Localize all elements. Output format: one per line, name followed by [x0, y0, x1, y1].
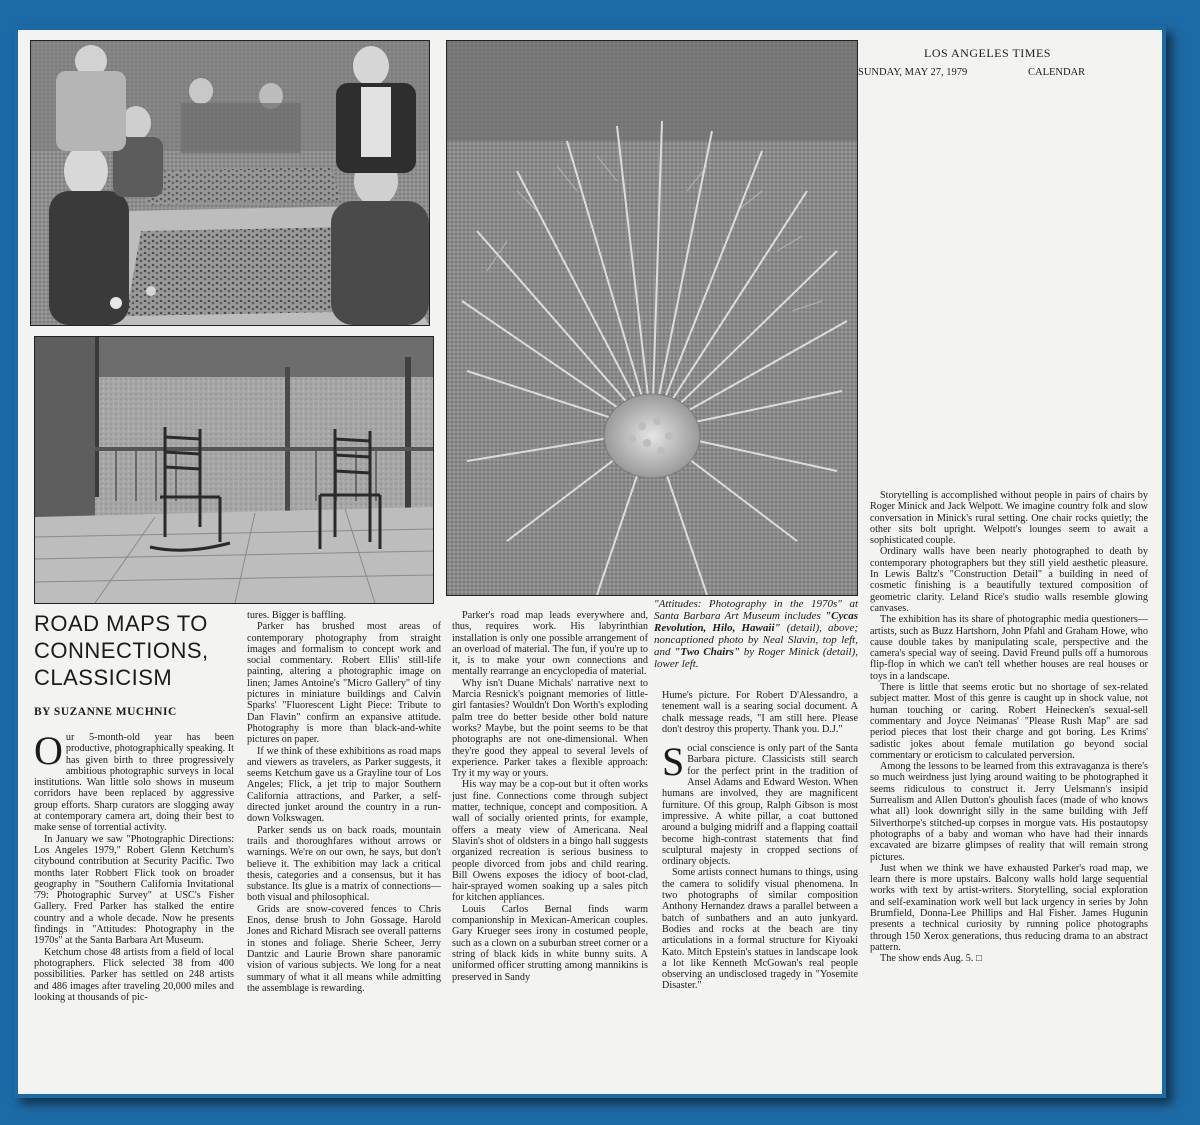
column-3 — [452, 610, 648, 983]
paragraph: The exhibition has its share of photographic media questioners—artists, such as Buzz Hartshorn, John Pfahl and Graham Howe, who cause double takes by manipulating scale, perspective and the camera's special way of seeing. David Freund pulls off a humorous flip-flop in which we can't tell whether houses are real houses or toys in a landscape. — [870, 614, 1148, 682]
caption-text: (detail), above; noncaptioned photo by Neal Slavin, top left, and — [654, 622, 858, 658]
paragraph: His way may be a cop-out but it often works just fine. Connections come through subject matter, technique, concept and composition. A wall of socially oriented prints, for example, offers a meaty view of Americana. Neal Slavin's shot of oldsters in a bingo hall suggests organized recreation is serious business to people divorced from jobs and child rearing. Bill Owens exposes the idiocy of boot-clad, hair-sprayed women soaking up a sales pitch for kitchen appliances. — [452, 779, 648, 904]
paragraph: Grids are snow-covered fences to Chris Enos, dense brush to John Gossage. Harold Jones and Richard Misrach see overall patterns in stones and foliage. Sherie Scheer, Jerry Dantzic and Laurie Brown share panoramic vision of various subjects. We long for a neat summary of what it all means while admitting the assemblage is rewarding. — [247, 903, 441, 994]
headline-line-2: CONNECTIONS, — [34, 638, 209, 663]
paragraph: Just when we think we have exhausted Parker's road map, we learn there is more upstairs. Balcony walls hold large sequential works with text by artist-writers. Storytelling, social exploration and self-examination work well but lack urgency in series by John Brumfield, Donna-Lee Phillips and Hal Fisher. James Hugunin presents a technical curiosity by running police photographs through 150 Xerox generations, thus reducing drama to an abstract pattern. — [870, 862, 1148, 953]
photo-cycas-revolution — [446, 40, 858, 596]
section-label: CALENDAR — [1028, 67, 1086, 78]
paragraph: Among the lessons to be learned from this extravaganza is there's so much weirdness just lying around waiting to be photographed it seems ridiculous to construct it. Jerry Uelsmann's insipid Surrealism and Allen Dutton's ghoulish faces (made of who knows what all) look downright silly in the same building with Jeff Silverthorpe's stitched-up corpses in morgue vats. His postautopsy photographs of a baby and woman who have had their innards excavated are bizarre glimpses of reality that will remain strong pictures. — [870, 761, 1148, 863]
photo-bingo-hall — [30, 40, 430, 326]
paragraph-text: ur 5-month-old year has been productive, photographically speaking. It has given birth to three progressively ambitious photographic surveys in local institutions. Wan little solo shows in museum corridors have been replaced by aggressive group efforts. Sharp curators are slogging away at contemporary camera art, doing their best to make sense of torrential activity. — [34, 732, 234, 834]
paragraph: Why isn't Duane Michals' narrative next to Marcia Resnick's poignant memories of little-girl fantasies? Wouldn't Don Worth's exploding palm tree do better beside other bold nature works? Maybe, but the point seems to be that photographs are not one-dimensional. When they're good they appeal to several levels of experience. Parker takes a flexible approach: Try it my way or yours. — [452, 677, 648, 780]
caption-title: "Cycas Revolution, Hilo, Hawaii" — [654, 610, 858, 634]
closing-line: The show ends Aug. 5. — [880, 953, 974, 965]
end-mark-icon: □ — [975, 953, 983, 965]
column-2 — [247, 610, 441, 994]
dropcap-s: S — [662, 739, 685, 785]
paragraph: There is little that seems erotic but no shortage of sex-related subject matter. Most of this genre is caught up in shock value, not human touching or caring. Robert Heinecken's sexual-sell commentary and Joyce Neimanas' "Please Rush Map" are sad period pieces that lost their charge and got boring. Les Krims' sadistic jokes about female mutilation go beyond social commentary or eroticism to calculated perversion. — [870, 682, 1148, 761]
paragraph: Hume's picture. For Robert D'Alessandro, a tenement wall is a searing social document. A chalk message reads, "I am still here. Please don't destroy this property. Thank you. D.J." — [662, 690, 858, 735]
paragraph: Parker's road map leads everywhere and, thus, requires work. His labyrinthian installation is only one possible arrangement of an overload of material. The fun, if you're up to it, is to make your own connections and mentally rearrange an encyclopedia of material. — [452, 610, 648, 678]
paragraph: In January we saw "Photographic Directions: Los Angeles 1979," Robert Glenn Ketchum's citybound contribution at Security Pacific. Two months later Robbert Flick took on broader geography in "Southern California Invitational '79: Photographic Survey" at USC's Fisher Gallery. Fred Parker has stalked the entire country and a whole decade. Now he presents findings in "Attitudes: Photography in the 1970s" at the Santa Barbara Art Museum. — [34, 833, 234, 947]
paragraph: Ordinary walls have been nearly photographed to death by contemporary photographers but they still yield aesthetic pleasure. In Lewis Baltz's "Construction Detail" a building in need of cosmetic finishing is a beautifully textured composition of geometric clarity. Leland Rice's studio walls resemble glowing canvases. — [870, 546, 1148, 614]
paragraph: Parker sends us on back roads, mountain trails and thoroughfares without arrows or warnings. We're on our own, he says, but don't believe it. The exhibition may lack a critical thesis, categories and a consensus, but it has substance. Its glue is a matrix of connections—both visual and philosophical. — [247, 824, 441, 904]
paragraph: If we think of these exhibitions as road maps and viewers as travelers, as Parker suggests, it seems Ketchum gave us a Grayline tour of Los Angeles; Flick, a jet trip to major Southern California attractions, and Parker, a self-directed junket around the country in a run-down Volkswagen. — [247, 745, 441, 825]
bingo-hall-image — [31, 41, 429, 325]
column-1 — [34, 728, 234, 1003]
photo-caption — [654, 598, 858, 670]
caption-text: by Roger Minick (detail), lower left. — [654, 646, 859, 670]
caption-text: "Attitudes: Photography in the 1970s" at Santa Barbara Art Museum includes — [654, 598, 858, 622]
paragraph: Louis Carlos Bernal finds warm companionship in Mexican-American couples. Gary Krueger sees irony in costumed people, such as a clown on a suburban street corner or a string of black kids in white bunny suits. A uniformed officer strutting among mannikins is preserved in Sandy — [452, 903, 648, 983]
dateline: SUNDAY, MAY 27, 1979 — [858, 67, 968, 78]
byline: BY SUZANNE MUCHNIC — [34, 706, 177, 718]
paragraph: Parker has brushed most areas of contemporary photography from straight images and formalism to concept work and social commentary. Robert Ellis' still-life painting, altering a photographic image on linen; James Antoine's "Micro Gallery" of tiny pictures in miniature buildings and Calvin Sparks' "Fluorescent Light Piece: Tribute to Dan Flavin" confirm an expansive attitude. Photography is more than black-and-white pictures on paper. — [247, 621, 441, 746]
paragraph: Storytelling is accomplished without people in pairs of chairs by Roger Minick and Jack Welpott. We imagine country folk and slow conversation in Minick's rural setting. One chair rocks quietly; the other sits bolt upright. Welpott's lounges seem to await a sophisticated couple. — [870, 490, 1148, 547]
headline-line-1: ROAD MAPS TO — [34, 611, 208, 636]
cycas-image — [447, 41, 857, 595]
paragraph-text: ocial conscience is only part of the Santa Barbara picture. Classicists still search for the perfect print in the tradition of Ansel Adams and Edward Weston. When humans are involved, they are magnificent furniture. Of this group, Ralph Gibson is most impressive. A white pillar, a coat buttoned around a bulging midriff and a flapping coattail become high-contrast statements that find sculptural majesty in cropped sections of ordinary objects. — [662, 743, 858, 868]
caption-title: "Two Chairs" — [674, 646, 740, 658]
headline-line-3: CLASSICISM — [34, 665, 173, 690]
paragraph: Ketchum chose 48 artists from a field of local photographers. Flick selected 38 from 400 possibilities. Parker has settled on 248 artists and 486 images after traveling 20,000 miles and looking at thousands of pic- — [34, 946, 234, 1003]
paragraph — [662, 739, 858, 868]
dropcap-o: O — [34, 728, 63, 773]
newspaper-clipping — [18, 30, 1162, 1094]
masthead: LOS ANGELES TIMES — [924, 46, 1051, 60]
two-chairs-image — [35, 337, 433, 603]
paragraph — [34, 728, 234, 834]
paragraph — [870, 953, 1148, 964]
headline — [34, 610, 234, 691]
photo-two-chairs — [34, 336, 434, 604]
paragraph: tures. Bigger is baffling. — [247, 610, 347, 621]
column-4 — [662, 690, 858, 992]
column-5 — [870, 490, 1148, 964]
paragraph: Some artists connect humans to things, using the camera to solidify visual phenomena. In two photographs of similar composition Anthony Hernandez draws a parallel between a batch of sunbathers and an auto junkyard. Bodies and rocks at the beach are tiny articulations in a formal structure for Kiyoaki Kato. Mitch Epstein's statues in landscape look a lot like Kenneth McGowan's real people observing an undisclosed tragedy in "Yosemite Disaster." — [662, 867, 858, 992]
